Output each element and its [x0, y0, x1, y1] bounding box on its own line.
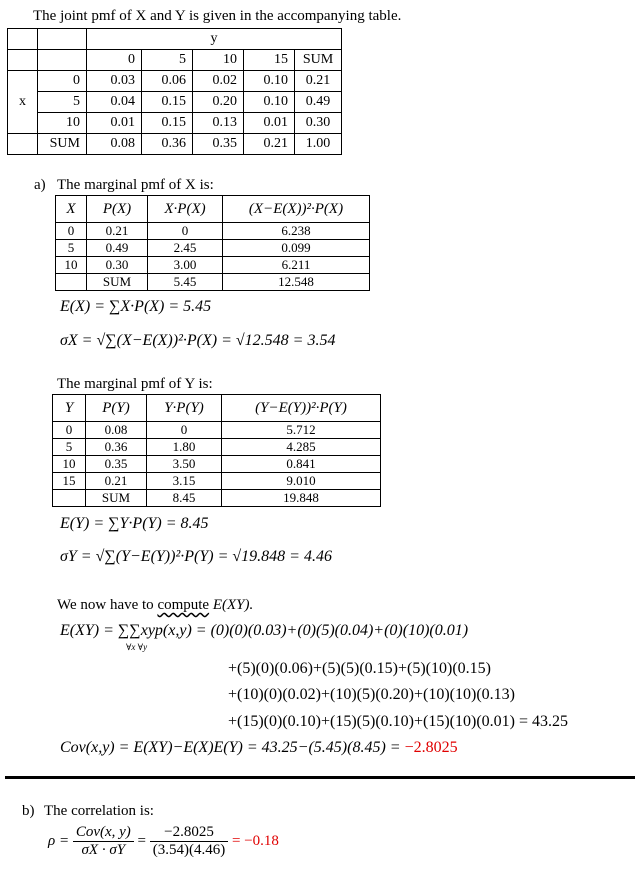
- cell: 10: [53, 456, 86, 473]
- x-axis-label: x: [8, 71, 38, 134]
- cell: 0.15: [142, 113, 193, 134]
- sum-row-label: SUM: [38, 134, 87, 155]
- cell: 12.548: [223, 274, 370, 291]
- table-row: [56, 240, 370, 257]
- ex-formula: E(X) = ∑X·P(X) = 5.45: [60, 298, 212, 315]
- cell: [53, 490, 86, 507]
- fraction-denominator: (3.54)(4.46): [152, 842, 226, 858]
- table-row: [8, 71, 342, 92]
- sigma-x-formula: σX = √∑(X−E(X))²·P(X) = √12.548 = 3.54: [60, 332, 336, 349]
- table-row: [8, 92, 342, 113]
- table-row: [56, 223, 370, 240]
- y-value: 5: [142, 50, 193, 71]
- row-sum: 0.49: [295, 92, 342, 113]
- table-row: [56, 274, 370, 291]
- cell: 10: [56, 257, 87, 274]
- table-row: [8, 113, 342, 134]
- marginal-y-table: [52, 394, 381, 507]
- cell: 8.45: [147, 490, 222, 507]
- row-sum: 0.30: [295, 113, 342, 134]
- y-value: 0: [87, 50, 142, 71]
- covariance-formula: [60, 739, 458, 757]
- exy-sum-subscript: ∀x ∀y: [126, 642, 148, 652]
- fraction-numerator: −2.8025: [150, 824, 228, 842]
- table-row: [53, 422, 381, 439]
- ey-formula: E(Y) = ∑Y·P(Y) = 8.45: [60, 515, 209, 532]
- sigma-y-formula: σY = √∑(Y−E(Y))²·P(Y) = √19.848 = 4.46: [60, 548, 332, 565]
- cell: 5: [56, 240, 87, 257]
- cell: 4.285: [222, 439, 381, 456]
- col-sum: 0.35: [193, 134, 244, 155]
- cell: 0.02: [193, 71, 244, 92]
- marginal-x-title: The marginal pmf of X is:: [57, 177, 214, 193]
- table-row: [56, 257, 370, 274]
- part-b-label: b): [22, 803, 35, 819]
- cell: 0.04: [87, 92, 142, 113]
- fraction-numerator: Cov(x, y): [73, 824, 134, 842]
- cell: 0: [53, 422, 86, 439]
- cell: 0.06: [142, 71, 193, 92]
- table-row: [8, 134, 342, 155]
- col-header: P(Y): [86, 395, 147, 422]
- correlation-formula: [48, 824, 279, 859]
- cell: SUM: [86, 490, 147, 507]
- covariance-value: −2.8025: [404, 739, 458, 756]
- col-header: X·P(X): [148, 196, 223, 223]
- cell: 0.13: [193, 113, 244, 134]
- part-a-label: a): [34, 177, 46, 193]
- cell: 19.848: [222, 490, 381, 507]
- cell: 0.03: [87, 71, 142, 92]
- correlation-fraction-symbolic: [73, 824, 134, 859]
- cell: 0.08: [86, 422, 147, 439]
- cell: 9.010: [222, 473, 381, 490]
- cell: 0.36: [86, 439, 147, 456]
- col-sum: 0.08: [87, 134, 142, 155]
- cell: 5.45: [148, 274, 223, 291]
- marginal-x-table: [55, 195, 370, 291]
- cell: 3.50: [147, 456, 222, 473]
- col-sum: 0.21: [244, 134, 295, 155]
- x-value: 0: [38, 71, 87, 92]
- cell: 0.01: [87, 113, 142, 134]
- sum-header: SUM: [295, 50, 342, 71]
- cell: 5: [53, 439, 86, 456]
- cell: 0: [56, 223, 87, 240]
- table-row: [53, 473, 381, 490]
- compute-exy-text: [57, 597, 253, 614]
- cell: 2.45: [148, 240, 223, 257]
- cell: 0.21: [87, 223, 148, 240]
- joint-pmf-table: [7, 28, 342, 155]
- cell: 0: [148, 223, 223, 240]
- covariance-text: Cov(x,y) = E(XY)−E(X)E(Y) = 43.25−(5.45)(8.45) =: [60, 739, 405, 756]
- cell: 3.00: [148, 257, 223, 274]
- y-value: 15: [244, 50, 295, 71]
- section-divider: [5, 776, 635, 779]
- correlation-title: The correlation is:: [44, 803, 154, 819]
- cell: 1.80: [147, 439, 222, 456]
- exy-line-3: +(10)(0)(0.02)+(10)(5)(0.20)+(10)(10)(0.13): [228, 686, 515, 703]
- correlation-fraction-numeric: [150, 824, 228, 859]
- compute-word: compute: [157, 597, 210, 613]
- cell: 5.712: [222, 422, 381, 439]
- cell: 0: [147, 422, 222, 439]
- cell: 3.15: [147, 473, 222, 490]
- total-sum: 1.00: [295, 134, 342, 155]
- cell: 0.15: [142, 92, 193, 113]
- compute-pre: We now have to: [57, 597, 158, 613]
- col-header: Y·P(Y): [147, 395, 222, 422]
- y-value: 10: [193, 50, 244, 71]
- table-row: [53, 439, 381, 456]
- fraction-denominator: σX · σY: [81, 842, 126, 858]
- col-sum: 0.36: [142, 134, 193, 155]
- table-row: [53, 456, 381, 473]
- col-header: (X−E(X))²·P(X): [223, 196, 370, 223]
- col-header: (Y−E(Y))²·P(Y): [222, 395, 381, 422]
- col-header: X: [56, 196, 87, 223]
- cell: 6.211: [223, 257, 370, 274]
- cell: 0.01: [244, 113, 295, 134]
- cell: 0.49: [87, 240, 148, 257]
- cell: 0.099: [223, 240, 370, 257]
- exy-line-1: E(XY) = ∑∑xyp(x,y) = (0)(0)(0.03)+(0)(5)(0.04)+(0)(10)(0.01): [60, 622, 469, 639]
- table-row: [53, 490, 381, 507]
- cell: SUM: [87, 274, 148, 291]
- cell: 0.30: [87, 257, 148, 274]
- x-value: 5: [38, 92, 87, 113]
- cell: 0.35: [86, 456, 147, 473]
- row-sum: 0.21: [295, 71, 342, 92]
- exy-line-2: +(5)(0)(0.06)+(5)(5)(0.15)+(5)(10)(0.15): [228, 660, 491, 677]
- intro-text: The joint pmf of X and Y is given in the accompanying table.: [33, 8, 402, 24]
- marginal-y-title: The marginal pmf of Y is:: [57, 376, 213, 392]
- cell: 6.238: [223, 223, 370, 240]
- cell: 0.841: [222, 456, 381, 473]
- rho-symbol: ρ =: [48, 833, 70, 849]
- cell: 0.21: [86, 473, 147, 490]
- cell: 15: [53, 473, 86, 490]
- cell: 0.10: [244, 71, 295, 92]
- compute-post: E(XY).: [209, 597, 254, 613]
- col-header: P(X): [87, 196, 148, 223]
- col-header: Y: [53, 395, 86, 422]
- cell: 0.20: [193, 92, 244, 113]
- x-value: 10: [38, 113, 87, 134]
- y-axis-label: y: [87, 29, 342, 50]
- cell: 0.10: [244, 92, 295, 113]
- exy-line-4: +(15)(0)(0.10)+(15)(5)(0.10)+(15)(10)(0.01) = 43.25: [228, 713, 568, 730]
- cell: [56, 274, 87, 291]
- correlation-value: = −0.18: [232, 833, 279, 849]
- equals-sign: =: [137, 833, 147, 849]
